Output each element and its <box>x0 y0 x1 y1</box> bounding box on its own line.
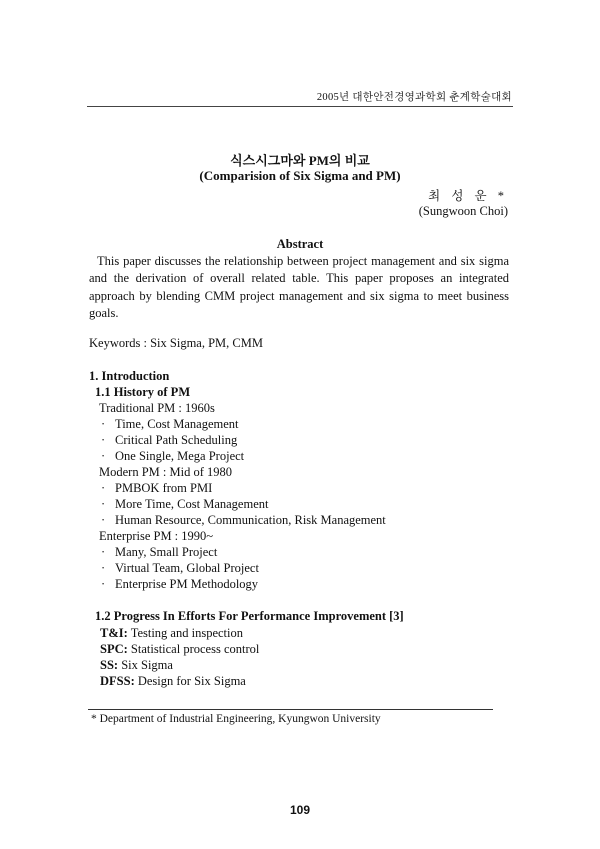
subsection-heading-progress: 1.2 Progress In Efforts For Performance Improvement [3] <box>95 609 404 623</box>
list-item-text: Many, Small Project <box>115 545 218 559</box>
bullet-icon: · <box>101 449 106 463</box>
list-item <box>101 433 237 448</box>
bullet-icon: · <box>101 561 106 575</box>
definition-desc: Testing and inspection <box>130 626 243 640</box>
abstract-heading: Abstract <box>276 237 324 251</box>
bullet-icon: · <box>101 513 106 527</box>
definition-desc: Design for Six Sigma <box>137 674 246 688</box>
definition-term: SPC: <box>100 642 128 656</box>
definition-term: DFSS: <box>100 674 135 688</box>
list-item-text: Enterprise PM Methodology <box>115 577 259 591</box>
header-divider <box>87 106 513 107</box>
section-heading-introduction: 1. Introduction <box>89 369 170 383</box>
bullet-icon: · <box>101 577 106 591</box>
footnote-divider <box>88 709 493 710</box>
definition-desc: Statistical process control <box>130 642 260 656</box>
definition-item <box>100 642 259 657</box>
title-korean: 식스시그마와 PM의 비교 <box>230 153 370 168</box>
author-korean: 최 성 운 * <box>428 189 508 203</box>
era-label-enterprise: Enterprise PM : 1990~ <box>99 529 214 543</box>
list-item-text: Virtual Team, Global Project <box>115 561 259 575</box>
list-item-text: More Time, Cost Management <box>115 497 269 511</box>
list-item <box>101 417 239 432</box>
definition-term: T&I: <box>100 626 128 640</box>
subsection-heading-history: 1.1 History of PM <box>95 385 191 399</box>
list-item-text: One Single, Mega Project <box>115 449 245 463</box>
list-item <box>101 481 212 496</box>
bullet-icon: · <box>101 497 106 511</box>
bullet-icon: · <box>101 545 106 559</box>
list-item-text: Time, Cost Management <box>115 417 239 431</box>
definition-item <box>100 626 243 641</box>
list-item-text: Critical Path Scheduling <box>115 433 238 447</box>
list-item <box>101 561 259 576</box>
keywords: Keywords : Six Sigma, PM, CMM <box>89 336 263 350</box>
list-item-text: PMBOK from PMI <box>115 481 213 495</box>
definition-item <box>100 658 173 673</box>
definition-term: SS: <box>100 658 119 672</box>
definition-desc: Six Sigma <box>121 658 173 672</box>
abstract-body: This paper discusses the relationship between project management and six sigma and the derivation of overall related table. This paper proposes an integrated approach by blending CMM project management and six sigma to meet business goals. <box>89 254 509 321</box>
bullet-icon: · <box>101 417 106 431</box>
list-item-text: Human Resource, Communication, Risk Management <box>115 513 386 527</box>
author-english: (Sungwoon Choi) <box>418 204 508 218</box>
definition-item <box>100 674 246 689</box>
page-number: 109 <box>289 803 311 817</box>
list-item <box>101 545 217 560</box>
era-label-modern: Modern PM : Mid of 1980 <box>99 465 232 479</box>
era-label-traditional: Traditional PM : 1960s <box>99 401 215 415</box>
list-item <box>101 449 244 464</box>
list-item <box>101 513 386 528</box>
bullet-icon: · <box>101 433 106 447</box>
title-english: (Comparision of Six Sigma and PM) <box>199 168 401 183</box>
footnote: * Department of Industrial Engineering, Kyungwon University <box>91 713 381 725</box>
list-item <box>101 577 258 592</box>
list-item <box>101 497 268 512</box>
bullet-icon: · <box>101 481 106 495</box>
running-header: 2005년 대한안전경영과학회 춘계학술대회 <box>316 92 512 103</box>
